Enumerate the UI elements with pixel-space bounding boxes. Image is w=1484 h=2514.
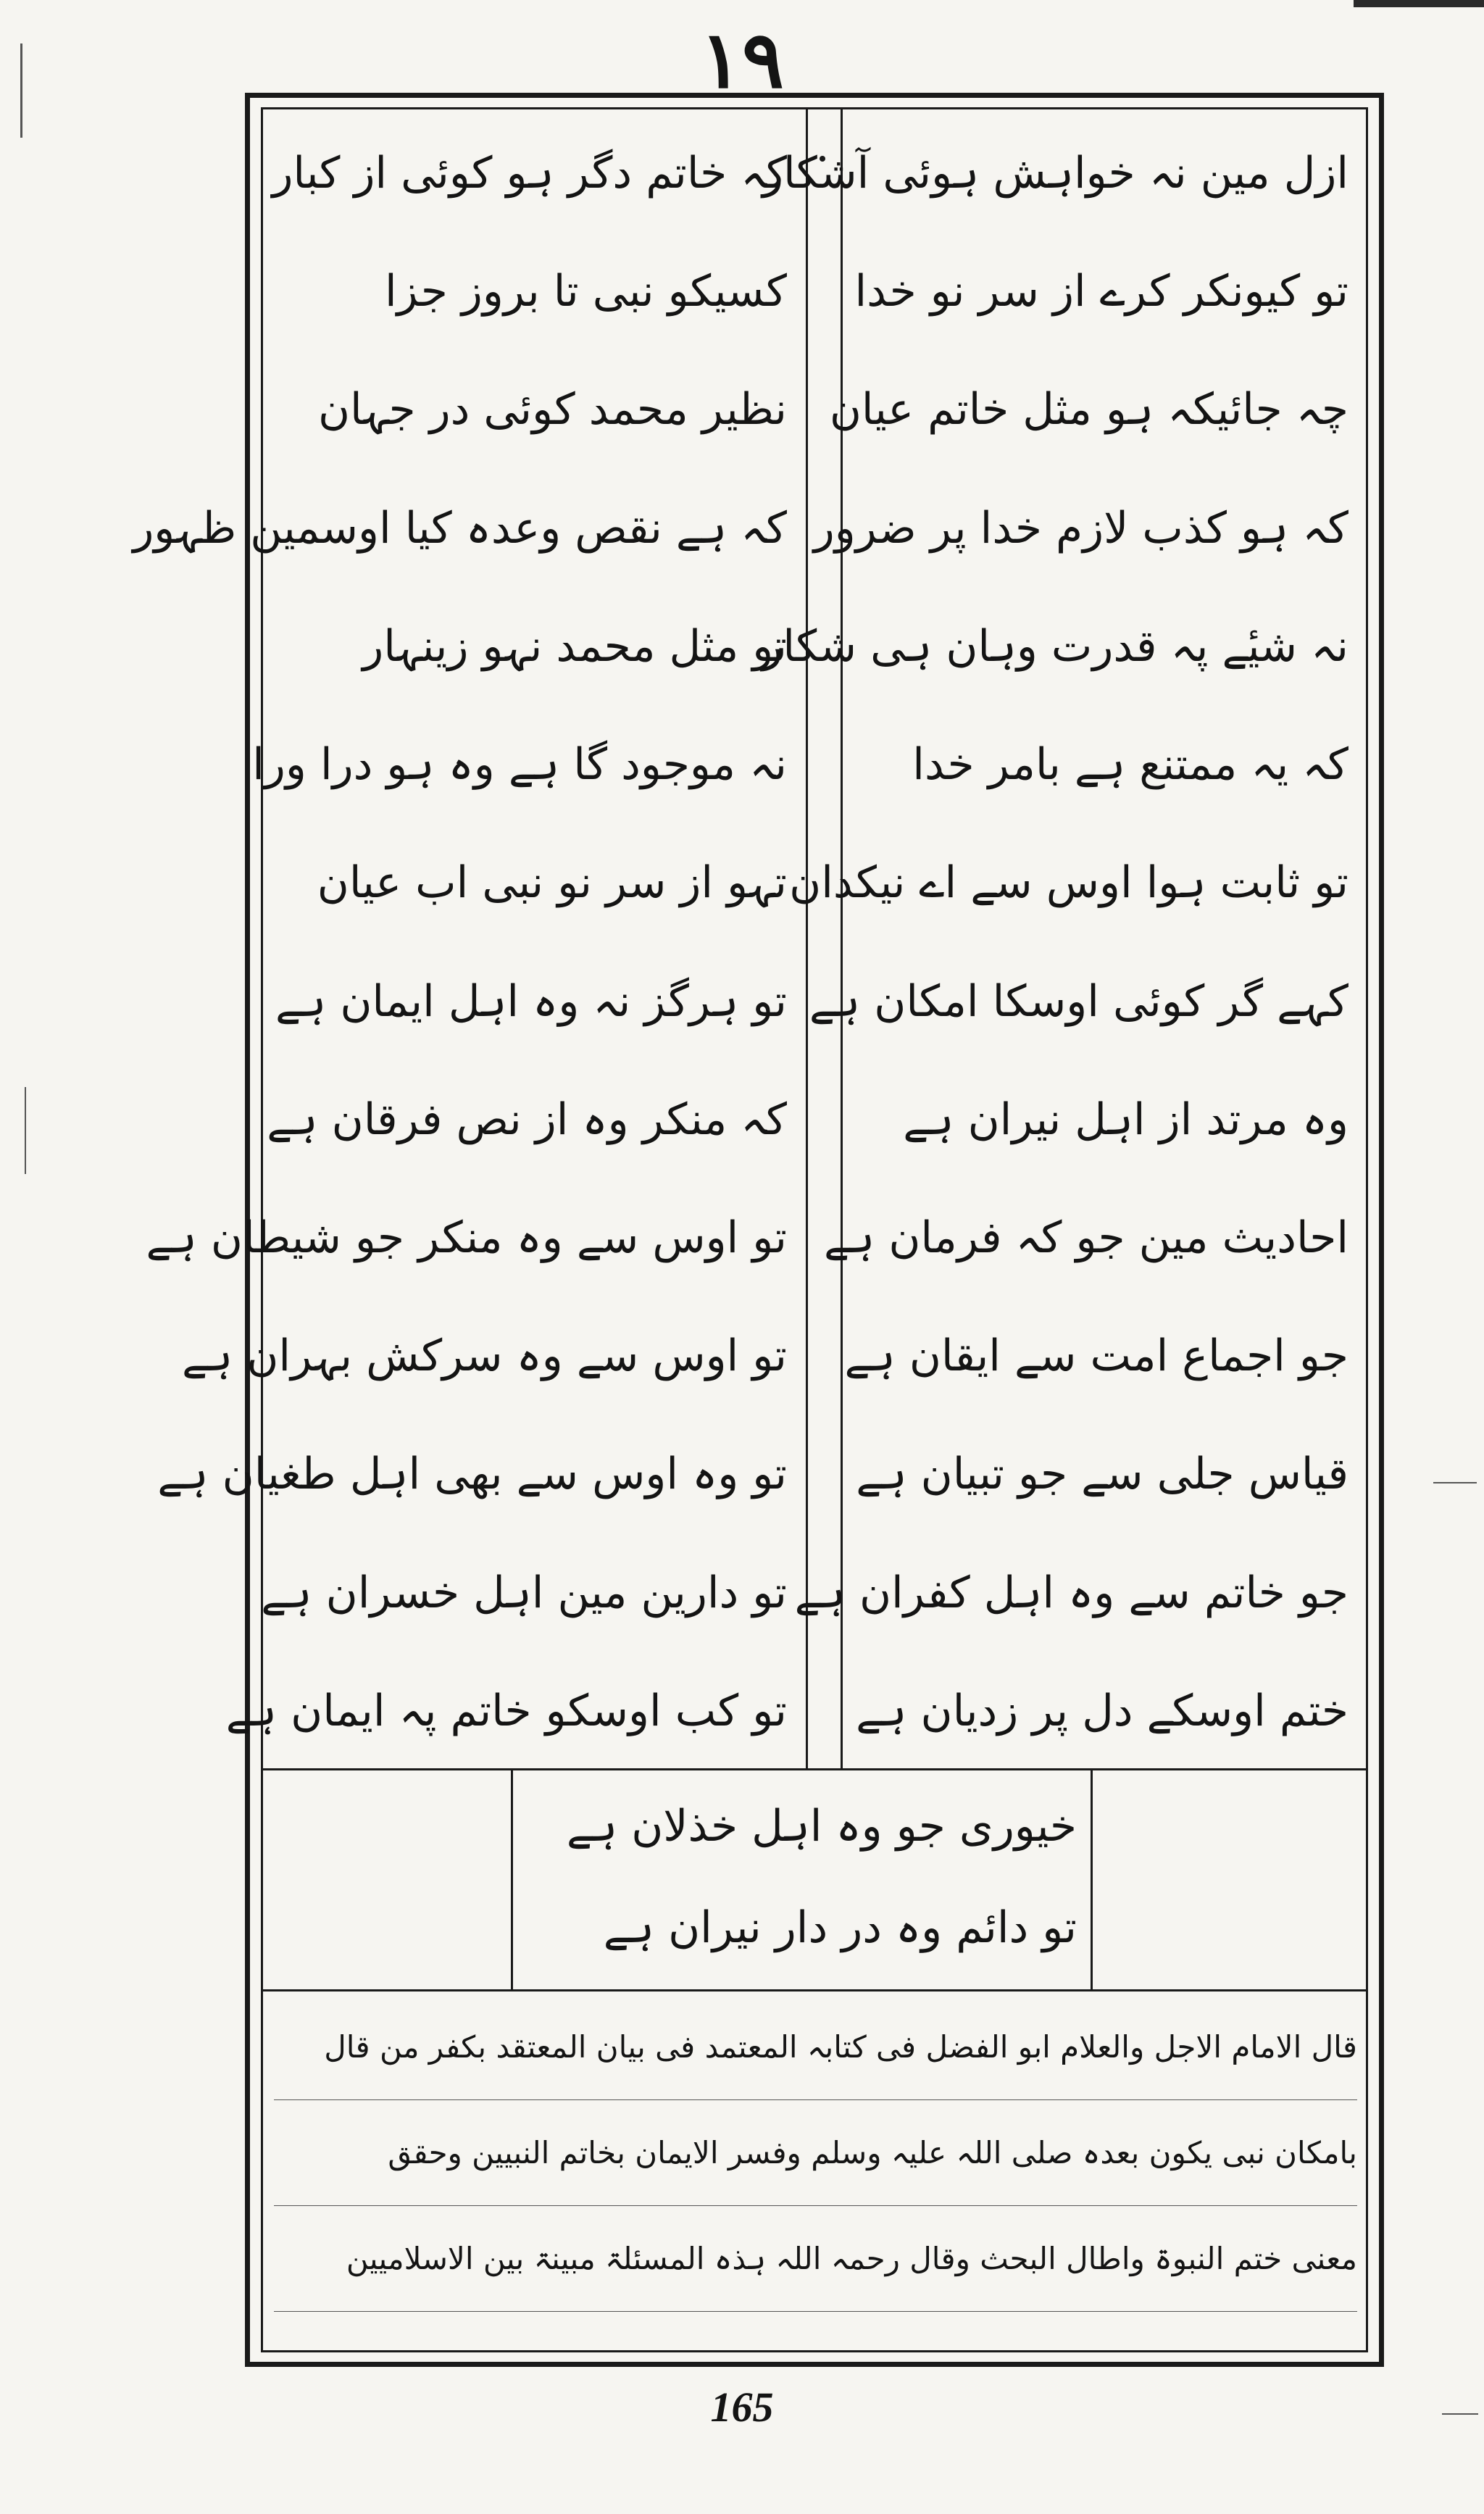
column-divider-right	[841, 107, 843, 1770]
closing-couplet	[516, 1776, 1085, 1986]
section-divider	[261, 1768, 1368, 1770]
couplet-box-left-edge	[511, 1768, 513, 1989]
verse-line: کسیکو نبی تا بروز جزا	[384, 266, 787, 317]
verse-line: نہ شیٔے پہ قدرت وہان ہی شکار	[762, 620, 1348, 672]
verse-line: کہ خاتم دگر ہو کوئی از کبار	[272, 148, 787, 199]
verse-line: جو اجماع امت سے ایقان ہے	[844, 1331, 1348, 1382]
verse-line: تو اوس سے وہ منکر جو شیطان ہے	[146, 1212, 787, 1263]
margin-artifact	[20, 43, 22, 138]
prose-line: معنی ختم النبوۃ واطال البحث وقال رحمہ اللہ ہذہ المسئلۃ مبینۃ بین الاسلامیین	[274, 2206, 1357, 2312]
verse-line: تہو از سر نو نبی اب عیان	[317, 857, 787, 909]
verse-line: وہ مرتد از اہل نیران ہے	[903, 1094, 1348, 1145]
verse-line: کہ ہے نقص وعدہ کیا اوسمین ظہور	[133, 502, 787, 554]
page-footer-number: 165	[710, 2384, 774, 2431]
verse-line: تو اوس سے وہ سرکش بہران ہے	[181, 1331, 787, 1382]
verse-line: تو وہ اوس سے بھی اہل طغیان ہے	[157, 1449, 787, 1500]
couplet-box-right-edge	[1091, 1768, 1093, 1989]
verse-line: تو ثابت ہوا اوس سے اے نیکدان	[789, 857, 1348, 909]
verse-line: کہے گر کوئی اوسکا امکان ہے	[809, 975, 1348, 1027]
verse-line: قیاس جلی سے جو تبیان ہے	[856, 1449, 1348, 1500]
verse-line: تو ہرگز نہ وہ اہل ایمان ہے	[275, 975, 787, 1027]
verse-line: کہ ہو کذب لازم خدا پر ضرور	[813, 502, 1348, 554]
verse-line: کہ یہ ممتنع ہے بامر خدا	[912, 739, 1348, 791]
verse-line: نظیر محمد کوئی در جہان	[317, 384, 787, 436]
verse-line: نہ موجود گا ہے وہ ہو درا ورا	[252, 739, 787, 791]
margin-artifact	[1433, 1482, 1477, 1483]
couplet-line: خیوری جو وہ اہل خذلان ہے	[566, 1801, 1077, 1852]
verse-line: کہ منکر وہ از نص فرقان ہے	[267, 1094, 787, 1145]
verse-line: تو دارین مین اہل خسران ہے	[261, 1567, 787, 1618]
verse-line: احادیث مین جو کہ فرمان ہے	[823, 1212, 1348, 1263]
couplet-line: تو دائم وہ در دار نیران ہے	[603, 1902, 1077, 1953]
verse-line: جو خاتم سے وہ اہل کفران ہے	[794, 1567, 1348, 1618]
prose-line: قال الامام الاجل والعلام ابو الفضل فی کتابہ المعتمد فی بیان المعتقد بکفر من قال	[274, 1994, 1357, 2100]
verse-line: چہ جائیکہ ہو مثل خاتم عیان	[829, 384, 1348, 436]
verse-line: تو کیونکر کرے از سر نو خدا	[854, 266, 1348, 317]
margin-artifact	[1442, 2413, 1478, 2415]
scan-edge-mark	[1354, 0, 1484, 7]
verse-line: ختم اوسکے دل پر زدیان ہے	[856, 1685, 1348, 1736]
verse-line: تو مثل محمد نہو زینہار	[362, 620, 787, 672]
margin-artifact	[25, 1087, 26, 1174]
verse-column-right	[762, 130, 1359, 1754]
section-divider	[261, 1989, 1368, 1991]
prose-line: بامکان نبی یکون بعدہ صلی اللہ علیہ وسلم وفسر الایمان بخاتم النبیین وحقق	[274, 2100, 1357, 2206]
page-header-number: ١٩	[699, 18, 784, 104]
verse-column-left	[133, 130, 797, 1754]
arabic-prose-block	[274, 1994, 1357, 2353]
verse-line: ازل مین نہ خواہش ہوئی آشکار	[762, 148, 1348, 199]
verse-line: تو کب اوسکو خاتم پہ ایمان ہے	[225, 1685, 787, 1736]
column-divider-left	[806, 107, 808, 1770]
